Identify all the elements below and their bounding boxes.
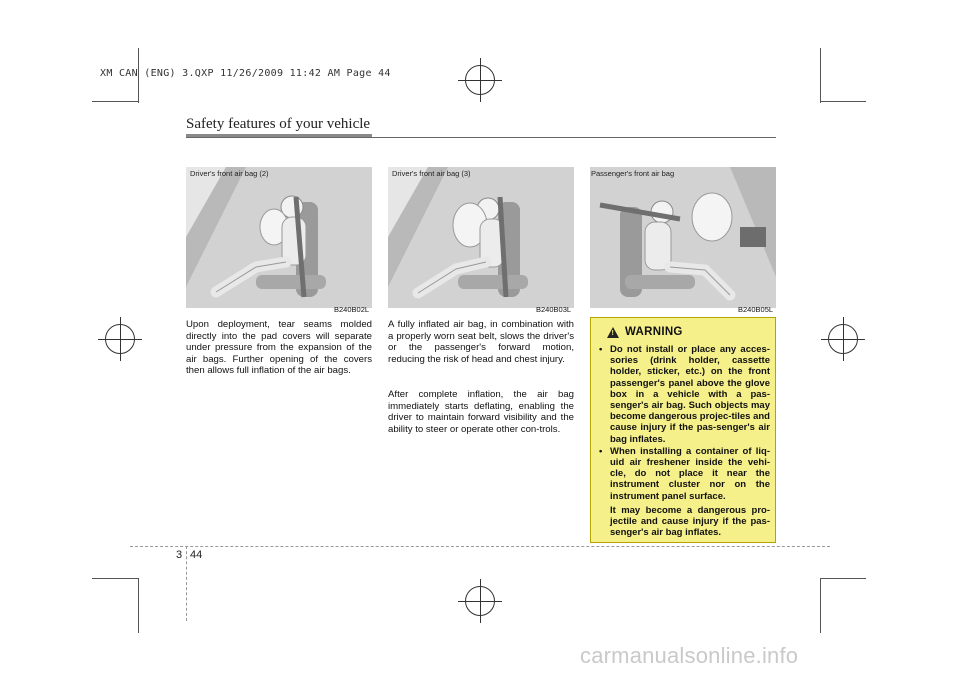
figure-driver-airbag-2	[186, 167, 372, 308]
registration-mark-top	[465, 65, 495, 95]
registration-mark-bottom	[465, 586, 495, 616]
figure-code: B240B02L	[334, 305, 370, 314]
crop-mark-top-left-h	[92, 101, 138, 102]
figure-caption: Passenger's front air bag	[591, 169, 675, 178]
print-slug: XM CAN (ENG) 3.QXP 11/26/2009 11:42 AM Page 44	[100, 68, 391, 79]
figure-driver-airbag-3	[388, 167, 574, 308]
figure-code: B240B03L	[536, 305, 572, 314]
body-paragraph: Upon deployment, tear seams molded directly into the pad covers will separate under pressure from the expansion of the air bags. Further opening of the covers then allows full inflation of the air bags.	[186, 319, 372, 377]
warning-header	[607, 326, 683, 338]
page-header-title: Safety features of your vehicle	[186, 116, 371, 132]
warning-box	[590, 317, 776, 543]
warning-triangle-icon: !	[607, 327, 619, 338]
warning-item-text: When installing a container of liq-uid air freshener inside the vehi-cle, do not place it near the instrument cluster nor on the instrument panel surface.	[610, 445, 770, 502]
footer-rule	[130, 546, 830, 547]
crop-mark-top-right-v	[820, 48, 821, 103]
registration-mark-left	[105, 324, 135, 354]
footer-divider	[186, 546, 187, 621]
figure-passenger-airbag	[590, 167, 776, 308]
crop-mark-top-right-h	[820, 101, 866, 102]
warning-list	[599, 344, 770, 539]
body-paragraph: After complete inflation, the air bag immediately starts deflating, enabling the driver to maintain forward visibility and the ability to steer or operate other con-trols.	[388, 389, 574, 435]
page-number: 44	[190, 549, 203, 561]
section-number: 3	[176, 549, 183, 561]
warning-item	[599, 344, 770, 445]
warning-item-text: Do not install or place any acces-sories (drink holder, cassette holder, sticker, etc.) on the front passenger's panel above the glove box in a vehicle with a pas-senger's air bag. Such objects may become dangerous projec-tiles and cause injury if the pas-senger's air bag inflates.	[610, 344, 770, 445]
watermark: carmanualsonline.info	[580, 643, 799, 668]
crop-mark-bottom-left-h	[92, 578, 138, 579]
figure-caption: Driver's front air bag (3)	[392, 169, 471, 178]
warning-title: WARNING	[625, 326, 683, 338]
body-paragraph: A fully inflated air bag, in combination with a properly worn seat belt, slows the driver's or the passenger's forward motion, reducing the risk of head and chest injury.	[388, 319, 574, 365]
header-rule	[186, 137, 776, 138]
warning-item-extra: It may become a dangerous pro-jectile and cause injury if the pas-senger's air bag inflates.	[610, 504, 770, 539]
registration-mark-right	[828, 324, 858, 354]
crop-mark-bottom-left-v	[138, 578, 139, 633]
crop-mark-bottom-right-v	[820, 578, 821, 633]
crop-mark-bottom-right-h	[820, 578, 866, 579]
figure-code: B240B05L	[738, 305, 774, 314]
figure-caption: Driver's front air bag (2)	[190, 169, 269, 178]
warning-item	[599, 446, 770, 539]
